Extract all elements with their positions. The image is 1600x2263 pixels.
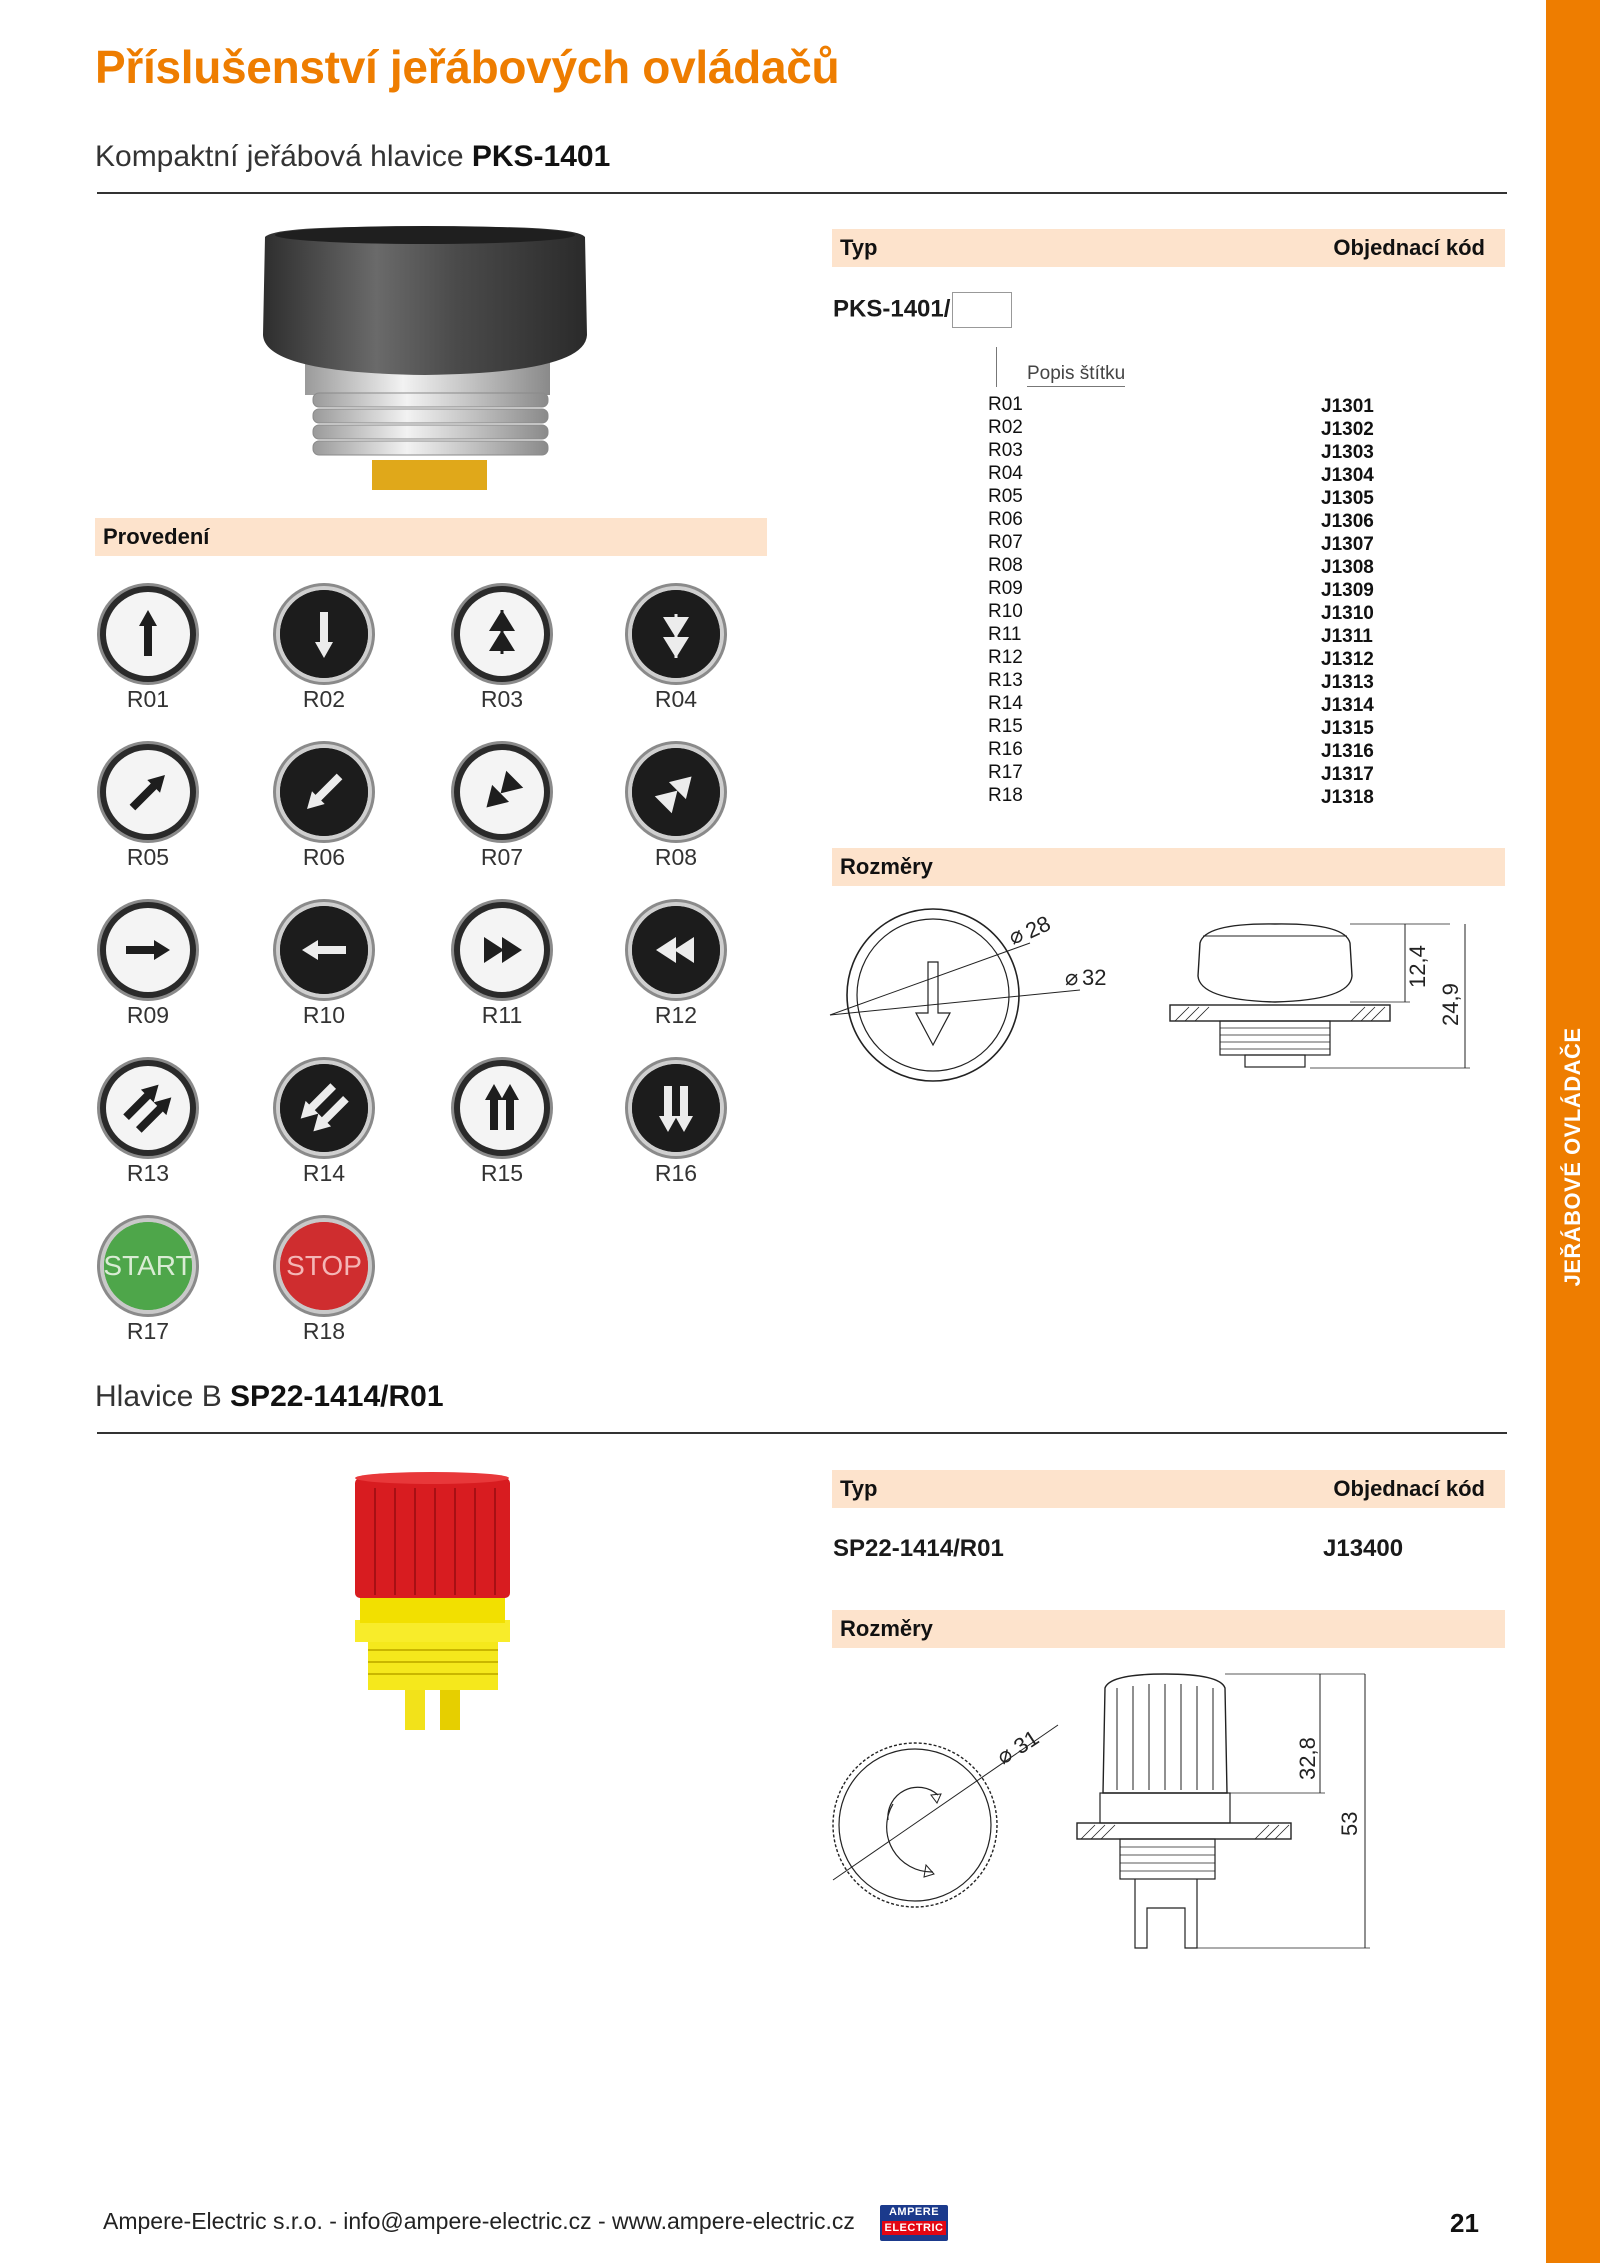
sp22-product-image xyxy=(350,1470,515,1740)
section1-subtitle-model: PKS-1401 xyxy=(471,140,611,173)
pks1401-table-header xyxy=(832,229,1505,267)
dim-h24-9: 24,9 xyxy=(1438,983,1463,1026)
button-variant-label: R11 xyxy=(481,1002,523,1028)
label-code-item: R16 xyxy=(988,739,1023,760)
order-code-item: J1318 xyxy=(1321,787,1374,808)
button-variant-r05 xyxy=(96,740,200,844)
dim-h12-4: 12,4 xyxy=(1405,945,1430,988)
col-type-label: Typ xyxy=(840,235,878,260)
double-arrow-down-icon xyxy=(624,1056,728,1160)
order-code-item: J1313 xyxy=(1321,672,1374,693)
page-number: 21 xyxy=(1450,2208,1479,2238)
button-variant-label: R17 xyxy=(126,1318,170,1344)
label-code-item: R02 xyxy=(988,417,1023,438)
arrow-up-icon xyxy=(96,582,200,686)
button-variant-r14 xyxy=(272,1056,376,1160)
button-variant-label: R07 xyxy=(480,844,524,870)
svg-text:⌀: ⌀ xyxy=(992,1741,1017,1770)
button-text-r17: START xyxy=(103,1250,193,1281)
button-variant-label: R01 xyxy=(126,686,170,712)
pks1401-type-name: PKS-1401/ xyxy=(833,295,951,323)
button-variant-r02 xyxy=(272,582,376,686)
section2-subtitle-model: SP22-1414/R01 xyxy=(230,1380,444,1413)
button-variant-label: R08 xyxy=(654,844,698,870)
sp22-front-drawing xyxy=(828,1700,1068,1900)
button-variant-r13 xyxy=(96,1056,200,1160)
button-variant-r09 xyxy=(96,898,200,1002)
double-arrow-up-right-icon xyxy=(96,1056,200,1160)
button-variant-r17 xyxy=(96,1214,200,1318)
order-code-item: J1307 xyxy=(1321,534,1374,555)
order-code-item: J1304 xyxy=(1321,465,1374,486)
section1-divider xyxy=(97,192,1507,194)
label-codes-list xyxy=(988,393,1023,807)
button-variant-label: R14 xyxy=(302,1160,346,1186)
double-triangle-right-icon xyxy=(450,898,554,1002)
label-code-item: R15 xyxy=(988,716,1023,737)
label-code-item: R18 xyxy=(988,785,1023,806)
ampere-electric-logo xyxy=(880,2205,948,2241)
button-variant-r08 xyxy=(624,740,728,844)
side-label: JEŘÁBOVÉ OVLÁDAČE xyxy=(1560,1027,1585,1287)
rozmery-label-1: Rozměry xyxy=(840,854,933,879)
dim-d28: 28 xyxy=(1021,910,1055,944)
label-code-item: R07 xyxy=(988,532,1023,553)
order-code-item: J1311 xyxy=(1321,626,1373,647)
section2-subtitle-prefix: Hlavice B xyxy=(95,1380,231,1413)
label-code-box xyxy=(952,292,1012,328)
provedeni-label: Provedení xyxy=(103,524,210,549)
rozmery-label-2: Rozměry xyxy=(840,1616,933,1641)
pks1401-side-drawing xyxy=(1165,918,1485,1078)
pks1401-front-drawing xyxy=(830,905,1107,1075)
double-arrow-down-left-icon xyxy=(272,1056,376,1160)
button-variant-label: R18 xyxy=(302,1318,346,1344)
footer-contact: Ampere-Electric s.r.o. - info@ampere-electric.cz - www.ampere-electric.cz xyxy=(103,2208,855,2234)
arrow-left-icon xyxy=(272,898,376,1002)
arrow-down-left-icon xyxy=(272,740,376,844)
arrow-right-icon xyxy=(96,898,200,1002)
button-variant-label: R10 xyxy=(302,1002,346,1028)
col-type-label-2: Typ xyxy=(840,1476,878,1501)
svg-text:⌀: ⌀ xyxy=(1065,965,1079,990)
popis-stitku-label: Popis štítku xyxy=(1027,363,1125,387)
order-code-item: J1308 xyxy=(1321,557,1374,578)
dim-d31: 31 xyxy=(1009,1724,1044,1760)
side-bar xyxy=(1546,0,1600,2263)
dim-h32-8: 32,8 xyxy=(1295,1737,1320,1780)
order-code-item: J1301 xyxy=(1321,396,1374,417)
text-icon xyxy=(272,1214,376,1318)
double-triangle-up-right-icon xyxy=(624,740,728,844)
order-code-item: J1316 xyxy=(1321,741,1374,762)
page-title: Příslušenství jeřábových ovládačů xyxy=(95,41,840,93)
order-codes-list xyxy=(1321,395,1374,809)
sp22-table-header xyxy=(832,1470,1505,1508)
button-variant-r12 xyxy=(624,898,728,1002)
sp22-type-name: SP22-1414/R01 xyxy=(833,1535,1004,1562)
double-triangle-up-icon xyxy=(450,582,554,686)
double-arrow-up-icon xyxy=(450,1056,554,1160)
section2-subtitle xyxy=(95,1380,444,1414)
button-variant-r15 xyxy=(450,1056,554,1160)
section1-subtitle xyxy=(95,140,610,174)
label-code-item: R13 xyxy=(988,670,1023,691)
order-code-item: J1302 xyxy=(1321,419,1374,440)
section1-subtitle-prefix: Kompaktní jeřábová hlavice xyxy=(95,140,472,173)
arrow-up-right-icon xyxy=(96,740,200,844)
dim-d32: 32 xyxy=(1082,965,1107,990)
button-variant-label: R16 xyxy=(654,1160,698,1186)
logo-line2: ELECTRIC xyxy=(882,2221,946,2235)
label-code-item: R04 xyxy=(988,463,1023,484)
popis-leader-line xyxy=(996,347,997,387)
order-code-item: J1310 xyxy=(1321,603,1374,624)
button-variant-r04 xyxy=(624,582,728,686)
button-variant-r03 xyxy=(450,582,554,686)
button-text-r18: STOP xyxy=(286,1250,362,1281)
rozmery-band-2 xyxy=(832,1610,1505,1648)
button-variant-label: R13 xyxy=(126,1160,170,1186)
button-variant-r10 xyxy=(272,898,376,1002)
label-code-item: R09 xyxy=(988,578,1023,599)
order-code-item: J1305 xyxy=(1321,488,1374,509)
label-code-item: R14 xyxy=(988,693,1023,714)
button-variant-label: R03 xyxy=(480,686,524,712)
double-triangle-left-icon xyxy=(624,898,728,1002)
button-variant-r16 xyxy=(624,1056,728,1160)
order-code-item: J1315 xyxy=(1321,718,1374,739)
label-code-item: R06 xyxy=(988,509,1023,530)
label-code-item: R12 xyxy=(988,647,1023,668)
double-triangle-down-icon xyxy=(624,582,728,686)
order-code-item: J1303 xyxy=(1321,442,1374,463)
label-code-item: R01 xyxy=(988,394,1023,415)
label-code-item: R08 xyxy=(988,555,1023,576)
sp22-side-drawing xyxy=(1075,1668,1375,1958)
button-variant-r18 xyxy=(272,1214,376,1318)
col-code-label-2: Objednací kód xyxy=(1333,1476,1485,1501)
pks1401-type xyxy=(833,292,1012,328)
pks1401-product-image xyxy=(255,225,595,495)
double-triangle-down-left-icon xyxy=(450,740,554,844)
button-variant-label: R09 xyxy=(126,1002,170,1028)
dim-h53: 53 xyxy=(1337,1811,1362,1836)
button-variant-r07 xyxy=(450,740,554,844)
label-code-item: R05 xyxy=(988,486,1023,507)
order-code-item: J1314 xyxy=(1321,695,1374,716)
button-variant-r11 xyxy=(450,898,554,1002)
button-variant-label: R12 xyxy=(654,1002,698,1028)
button-variant-label: R05 xyxy=(126,844,170,870)
svg-text:⌀: ⌀ xyxy=(1004,921,1028,950)
text-icon xyxy=(96,1214,200,1318)
label-code-item: R11 xyxy=(988,624,1022,645)
button-variant-label: R02 xyxy=(302,686,346,712)
sp22-order-code: J13400 xyxy=(1323,1535,1404,1562)
order-code-item: J1317 xyxy=(1321,764,1374,785)
provedeni-band xyxy=(95,518,767,556)
label-code-item: R17 xyxy=(988,762,1023,783)
order-code-item: J1312 xyxy=(1321,649,1374,670)
arrow-down-icon xyxy=(272,582,376,686)
col-code-label: Objednací kód xyxy=(1333,235,1485,260)
button-variant-label: R04 xyxy=(654,686,698,712)
label-code-item: R03 xyxy=(988,440,1023,461)
label-code-item: R10 xyxy=(988,601,1023,622)
button-variant-label: R06 xyxy=(302,844,346,870)
button-variant-r06 xyxy=(272,740,376,844)
order-code-item: J1309 xyxy=(1321,580,1374,601)
rozmery-band-1 xyxy=(832,848,1505,886)
logo-line1: AMPERE xyxy=(888,2206,940,2218)
button-variant-label: R15 xyxy=(480,1160,524,1186)
section2-divider xyxy=(97,1432,1507,1434)
button-variant-r01 xyxy=(96,582,200,686)
order-code-item: J1306 xyxy=(1321,511,1374,532)
